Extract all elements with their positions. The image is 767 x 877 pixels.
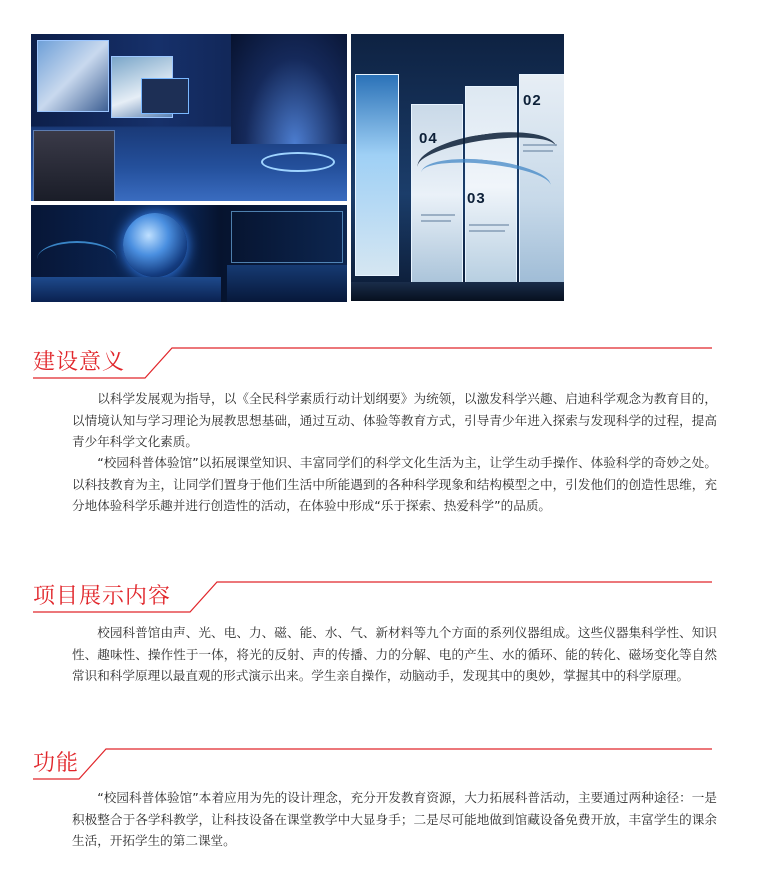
- hall-arch: [231, 34, 347, 144]
- section-header-significance: [0, 340, 767, 392]
- section-title: 项目展示内容: [33, 584, 172, 609]
- panel-number: 04: [419, 130, 438, 147]
- exhibit-desk: [227, 265, 347, 302]
- section-header-content: [0, 574, 767, 626]
- panel-text-line: [469, 230, 505, 232]
- paragraph: “校园科普体验馆”以拓展课堂知识、丰富同学们的科学文化生活为主，让学生动手操作、体验科学的奇妙之处。以科技教育为主，让同学们置身于他们生活中所能遇到的各种科学现象和结构模型之中，引发他们的创造性思维，充分地体验科学乐趣并进行创造性的活动，在体验中形成“乐于探索、热爱科学”的品质。: [72, 455, 717, 514]
- panel-text-line: [469, 224, 509, 226]
- paragraph: 以科学发展观为指导，以《全民科学素质行动计划纲要》为统领，以激发科学兴趣、启迪科学观念为教育目的，以情境认知与学习理论为展教思想基础，通过互动、体验等教育方式，引导青少年进入探索与发现科学的过程，提高青少年科学文化素质。: [72, 391, 717, 450]
- display-panels-photo: [351, 34, 564, 301]
- section-divider-line: [0, 741, 767, 793]
- paragraph: 校园科普馆由声、光、电、力、磁、能、水、气、新材料等九个方面的系列仪器组成。这些仪器集科学性、知识性、趣味性、操作性于一体，将光的反射、声的传播、力的分解、电的产生、水的循环、能的转化、磁场变化等自然常识和科学原理以最直观的形式演示出来。学生亲自操作，动脑动手，发现其中的奥妙，掌握其中的科学原理。: [72, 625, 717, 684]
- panel-text-line: [523, 144, 557, 146]
- section-title: 建设意义: [33, 350, 126, 375]
- hallway-frame: [231, 211, 343, 263]
- floor: [351, 282, 564, 301]
- wave-graphic: [37, 241, 117, 277]
- section-title: 功能: [33, 751, 80, 776]
- globe-sphere: [123, 213, 187, 277]
- display-panel: [355, 74, 399, 276]
- visitors-photo: [33, 130, 115, 201]
- panel-text-line: [421, 220, 451, 222]
- exhibit-desk: [31, 277, 221, 302]
- panel-text-line: [421, 214, 455, 216]
- panel-number: 03: [467, 190, 486, 207]
- display-screen: [141, 78, 189, 114]
- wall-photo-panel: [37, 40, 109, 112]
- science-sphere-photo: [31, 205, 347, 302]
- panel-number: 02: [523, 92, 542, 109]
- exhibition-hall-photo: [31, 34, 347, 201]
- section-header-function: [0, 741, 767, 793]
- paragraph: “校园科普体验馆”本着应用为先的设计理念，充分开发教育资源，大力拓展科普活动，主要通过两种途径：一是积极整合于各学科教学，让科技设备在课堂教学中大显身手；二是尽可能地做到馆藏设备免费开放，丰富学生的课余生活，开拓学生的第二课堂。: [72, 790, 717, 849]
- floor-light-ring: [261, 152, 335, 172]
- panel-text-line: [523, 150, 553, 152]
